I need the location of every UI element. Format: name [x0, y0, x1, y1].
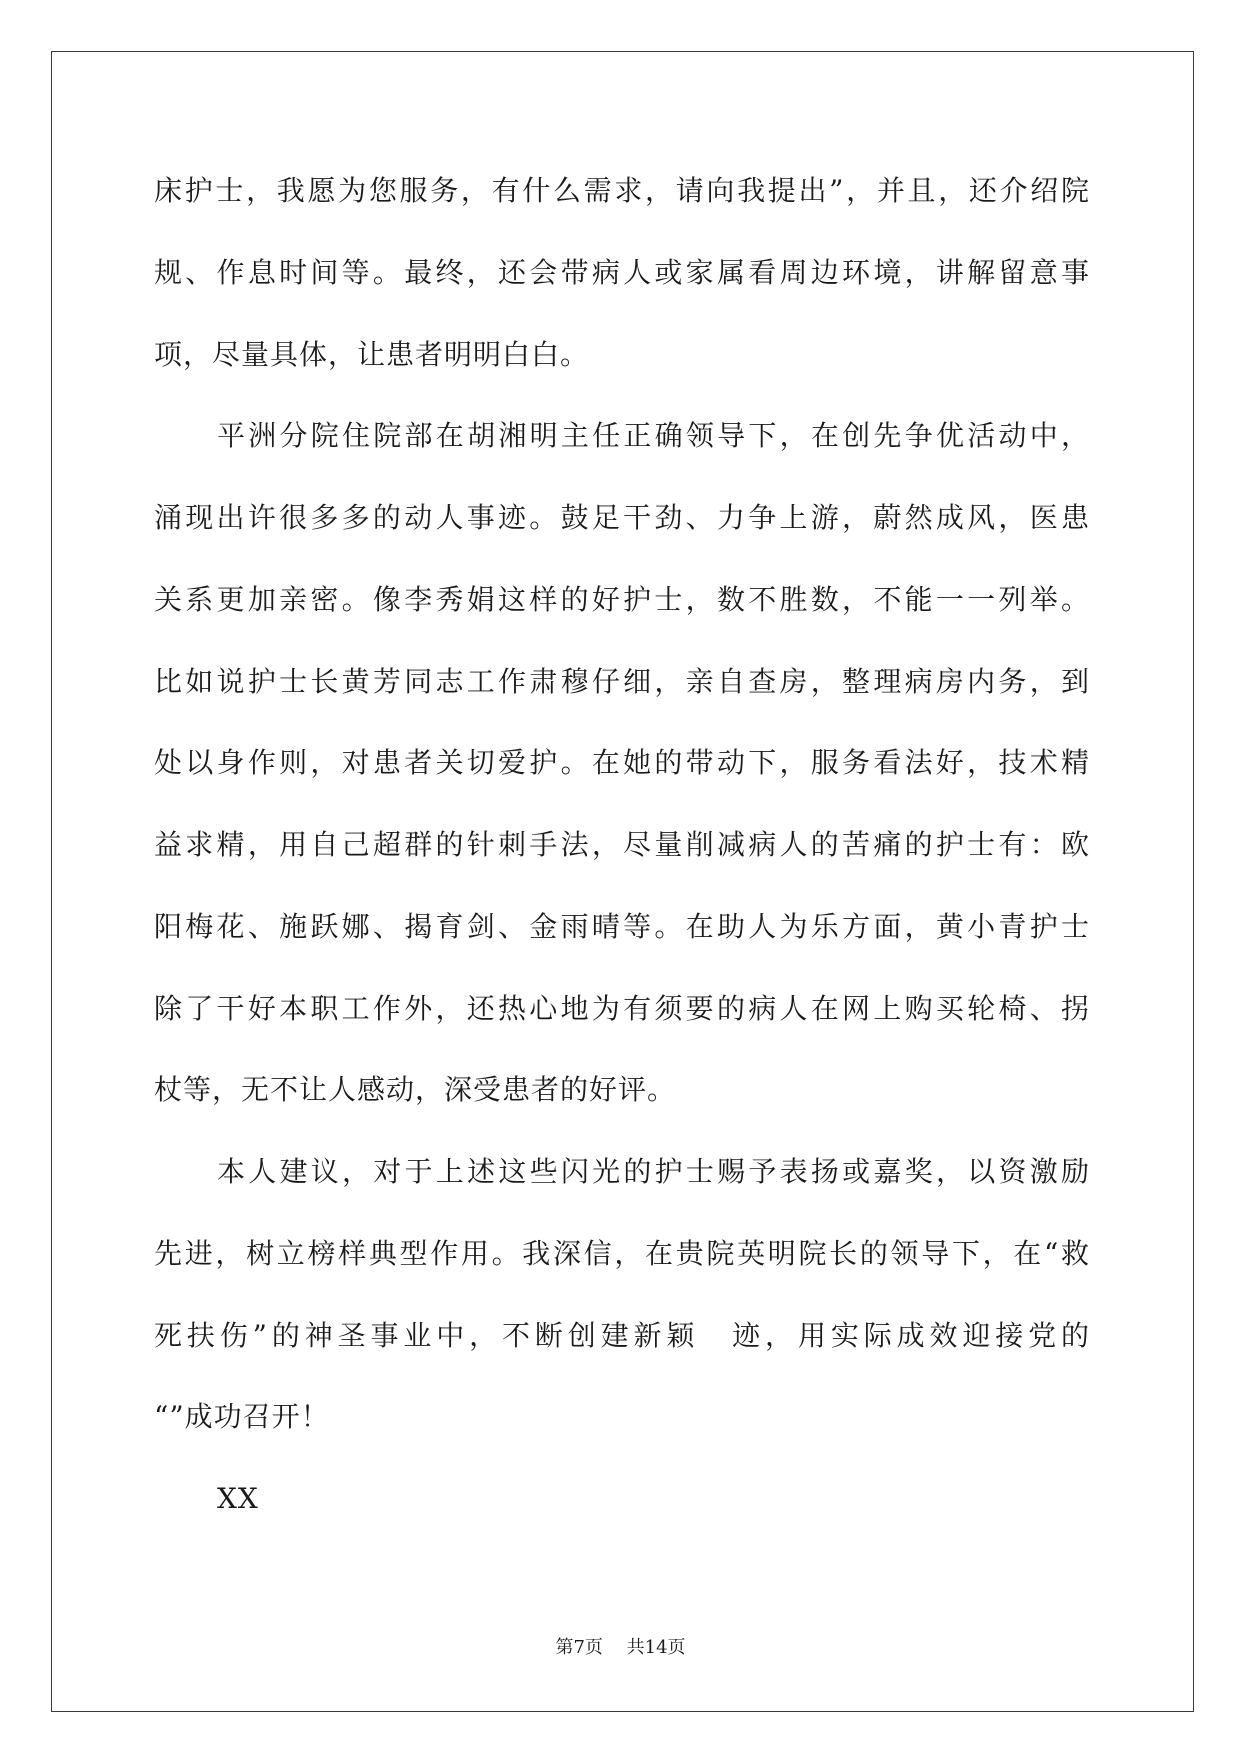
text-line: 关系更加亲密。像李秀娟这样的好护士，数不胜数，不能一一列举。	[154, 582, 1090, 616]
page-number: 第7页	[555, 1637, 603, 1658]
text-line: 除了干好本职工作外，还热心地为有须要的病人在网上购买轮椅、拐	[154, 991, 1090, 1025]
page-total: 共14页	[626, 1637, 686, 1658]
text-line: 先进，树立榜样典型作用。我深信，在贵院英明院长的领导下，在“救	[154, 1236, 1090, 1270]
text-line: 杖等，无不让人感动，深受患者的好评。	[154, 1073, 677, 1107]
paragraph	[154, 395, 1090, 1131]
text-line: 死扶伤”的神圣事业中，不断创建新颖 迹，用实际成效迎接党的	[154, 1318, 1090, 1352]
text-line: 阳梅花、施跃娜、揭育剑、金雨晴等。在助人为乐方面，黄小青护士	[154, 909, 1090, 943]
text-line: 规、作息时间等。最终，还会带病人或家属看周边环境，讲解留意事	[154, 255, 1090, 289]
text-line: 项，尽量具体，让患者明明白白。	[154, 337, 590, 371]
text-line: 处以身作则，对患者关切爱护。在她的带动下，服务看法好，技术精	[154, 746, 1090, 780]
text-line: 床护士，我愿为您服务，有什么需求，请向我提出”，并且，还介绍院	[154, 174, 1090, 207]
signature-text: XX	[217, 1482, 259, 1515]
text-line: 益求精，用自己超群的针刺手法，尽量削减病人的苦痛的护士有：欧	[154, 828, 1090, 861]
paragraph	[154, 1131, 1090, 1458]
document-body	[154, 150, 1090, 1540]
text-line: 平洲分院住院部在胡湘明主任正确领导下，在创先争优活动中，	[217, 419, 1090, 453]
text-line: 涌现出许很多多的动人事迹。鼓足干劲、力争上游，蔚然成风，医患	[154, 501, 1090, 534]
signature	[154, 1458, 1090, 1540]
text-line: 本人建议，对于上述这些闪光的护士赐予表扬或嘉奖，以资激励	[217, 1155, 1090, 1188]
paragraph	[154, 150, 1090, 395]
page-footer	[0, 1636, 1241, 1660]
text-line: “”成功召开！	[154, 1400, 330, 1434]
text-line: 比如说护士长黄芳同志工作肃穆仔细，亲自查房，整理病房内务，到	[154, 664, 1090, 698]
